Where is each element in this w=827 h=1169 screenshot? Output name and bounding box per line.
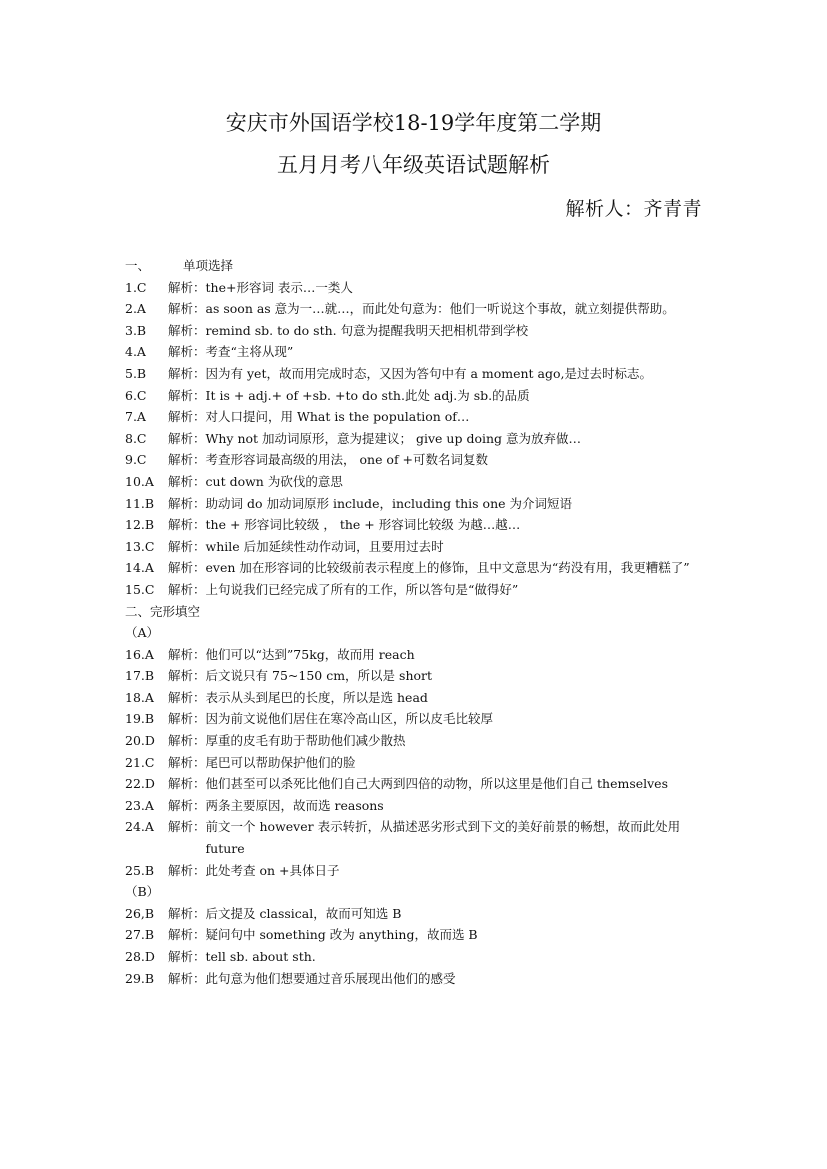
answer-number: 6.C [125, 387, 147, 403]
answer-item [125, 968, 710, 990]
answer-number: 26,B [125, 905, 155, 921]
subsection-b-label: （B） [125, 884, 160, 900]
analysis-text: cut down 为砍伐的意思 [205, 473, 343, 489]
answer-number: 27.B [125, 927, 155, 943]
answer-item [125, 428, 710, 450]
analysis-label: 解析： [168, 862, 206, 878]
answer-item [125, 924, 710, 946]
answer-number: 14.A [125, 560, 154, 576]
analysis-text: 尾巴可以帮助保护他们的脸 [205, 754, 356, 770]
answer-item [125, 579, 710, 601]
analysis-label: 解析： [168, 754, 206, 770]
document-title-line1: 安庆市外国语学校18-19学年度第二学期 [225, 111, 602, 135]
answer-number: 1.C [125, 279, 147, 295]
answer-number: 18.A [125, 689, 154, 705]
answer-number: 4.A [125, 344, 146, 360]
analysis-label: 解析： [168, 560, 206, 576]
analysis-label: 解析： [168, 970, 206, 986]
answer-item [125, 298, 710, 320]
analysis-text: 两条主要原因，故而选 reasons [205, 797, 384, 813]
answer-number: 29.B [125, 970, 155, 986]
answer-number: 12.B [125, 517, 155, 533]
analysis-label: 解析： [168, 301, 206, 317]
analysis-text: remind sb. to do sth. 句意为提醒我明天把相机带到学校 [205, 322, 529, 338]
section-number: 一、 [125, 258, 151, 273]
answer-item [125, 860, 710, 882]
answer-item [125, 946, 710, 968]
answer-item [125, 514, 710, 536]
answer-item [125, 687, 710, 709]
single-choice-list [125, 277, 710, 601]
analysis-label: 解析： [168, 668, 206, 684]
analysis-text: tell sb. about sth. [205, 949, 316, 964]
document-title-line2: 五月月考八年级英语试题解析 [277, 153, 550, 177]
cloze-a-list [125, 644, 710, 882]
analysis-label: 解析： [168, 409, 206, 425]
answer-number: 2.A [125, 301, 146, 317]
answer-item [125, 708, 710, 730]
answer-item [125, 385, 710, 407]
answer-item [125, 406, 710, 428]
analysis-text: 他们甚至可以杀死比他们自己大两到四倍的动物，所以这里是他们自己 themselves [205, 776, 668, 792]
author-line: 解析人：齐青青 [565, 198, 702, 220]
section-heading-cloze: 二、完形填空 [125, 603, 201, 619]
answer-item [125, 363, 710, 385]
answer-item [125, 730, 710, 752]
analysis-label: 解析： [168, 322, 206, 338]
subsection-a-label: （A） [125, 625, 160, 641]
analysis-text: 考查“主将从现” [205, 344, 294, 360]
analysis-label: 解析： [168, 776, 206, 792]
analysis-text: 考查形容词最高级的用法， one of +可数名词复数 [205, 452, 489, 468]
analysis-text: 疑问句中 something 改为 anything，故而选 B [205, 927, 478, 943]
answer-item [125, 320, 710, 342]
answer-number: 5.B [125, 365, 147, 381]
answer-number: 15.C [125, 581, 155, 597]
analysis-text: as soon as 意为一…就…，而此处句意为：他们一听说这个事故，就立刻提供帮助。 [205, 301, 675, 317]
answer-number: 7.A [125, 409, 146, 425]
answer-number: 21.C [125, 754, 155, 770]
answer-number: 16.A [125, 646, 154, 662]
answer-item [125, 795, 710, 817]
analysis-label: 解析： [168, 279, 206, 295]
analysis-text: 后文提及 classical，故而可知选 B [205, 905, 402, 921]
analysis-text: 此处考查 on +具体日子 [205, 862, 340, 878]
analysis-text: 厚重的皮毛有助于帮助他们减少散热 [205, 733, 406, 749]
analysis-label: 解析： [168, 905, 206, 921]
analysis-text: 对人口提问，用 What is the population of… [205, 409, 470, 425]
analysis-label: 解析： [168, 538, 206, 554]
analysis-text: the + 形容词比较级 ， the + 形容词比较级 为越…越… [205, 517, 521, 533]
answer-number: 10.A [125, 473, 154, 489]
analysis-text: 因为前文说他们居住在寒冷高山区，所以皮毛比较厚 [205, 711, 494, 727]
analysis-text: It is + adj.+ of +sb. +to do sth.此处 adj.为 sb.的品质 [205, 387, 530, 403]
analysis-text: 前文一个 however 表示转折，从描述恶劣形式到下文的美好前景的畅想，故而此处用 future [205, 819, 681, 857]
answer-item [125, 341, 710, 363]
analysis-text: 上句说我们已经完成了所有的工作，所以答句是“做得好” [205, 581, 519, 597]
analysis-label: 解析： [168, 365, 206, 381]
analysis-label: 解析： [168, 430, 206, 446]
answer-item [125, 536, 710, 558]
answer-number: 23.A [125, 797, 154, 813]
analysis-label: 解析： [168, 927, 206, 943]
answer-number: 20.D [125, 733, 155, 749]
analysis-label: 解析： [168, 819, 206, 835]
analysis-label: 解析： [168, 646, 206, 662]
analysis-label: 解析： [168, 581, 206, 597]
answer-item [125, 752, 710, 774]
analysis-text: while 后加延续性动作动词，且要用过去时 [205, 538, 444, 554]
analysis-text: 他们可以“达到”75kg，故而用 reach [205, 646, 415, 662]
analysis-text: the+形容词 表示…一类人 [205, 279, 353, 295]
analysis-label: 解析： [168, 949, 206, 964]
answer-item [125, 471, 710, 493]
answer-number: 17.B [125, 668, 155, 684]
answer-item [125, 557, 710, 579]
answer-number: 13.C [125, 538, 155, 554]
answer-number: 9.C [125, 452, 147, 468]
analysis-text: Why not 加动词原形，意为提建议； give up doing 意为放弃做… [205, 430, 582, 446]
answer-number: 24.A [125, 819, 154, 835]
answer-item [125, 816, 710, 859]
answer-number: 8.C [125, 430, 147, 446]
answer-number: 3.B [125, 322, 147, 338]
analysis-label: 解析： [168, 452, 206, 468]
analysis-label: 解析： [168, 473, 206, 489]
analysis-text: 此句意为他们想要通过音乐展现出他们的感受 [205, 970, 456, 986]
answer-item [125, 493, 710, 515]
analysis-label: 解析： [168, 517, 206, 533]
answer-content [125, 255, 710, 989]
section-title: 单项选择 [183, 258, 234, 273]
answer-item [125, 277, 710, 299]
answer-number: 22.D [125, 776, 155, 792]
analysis-label: 解析： [168, 387, 206, 403]
analysis-text: 因为有 yet，故而用完成时态，又因为答句中有 a moment ago,是过去时标志。 [205, 365, 653, 381]
analysis-label: 解析： [168, 689, 206, 705]
answer-number: 28.D [125, 949, 155, 964]
analysis-label: 解析： [168, 344, 206, 360]
analysis-label: 解析： [168, 495, 206, 511]
analysis-text: 表示从头到尾巴的长度，所以是选 head [205, 689, 428, 705]
analysis-text: 助动词 do 加动词原形 include，including this one 为介词短语 [205, 495, 572, 511]
answer-item [125, 903, 710, 925]
analysis-label: 解析： [168, 797, 206, 813]
analysis-text: 后文说只有 75~150 cm，所以是 short [205, 668, 433, 684]
answer-item [125, 644, 710, 666]
analysis-text: even 加在形容词的比较级前表示程度上的修饰，且中文意思为“药没有用，我更糟糕了” [205, 560, 690, 576]
section-heading-single-choice [125, 255, 710, 277]
analysis-label: 解析： [168, 733, 206, 749]
answer-item [125, 773, 710, 795]
answer-item [125, 665, 710, 687]
answer-number: 19.B [125, 711, 155, 727]
answer-item [125, 449, 710, 471]
answer-number: 25.B [125, 862, 155, 878]
answer-number: 11.B [125, 495, 155, 511]
analysis-label: 解析： [168, 711, 206, 727]
cloze-b-list [125, 903, 710, 989]
